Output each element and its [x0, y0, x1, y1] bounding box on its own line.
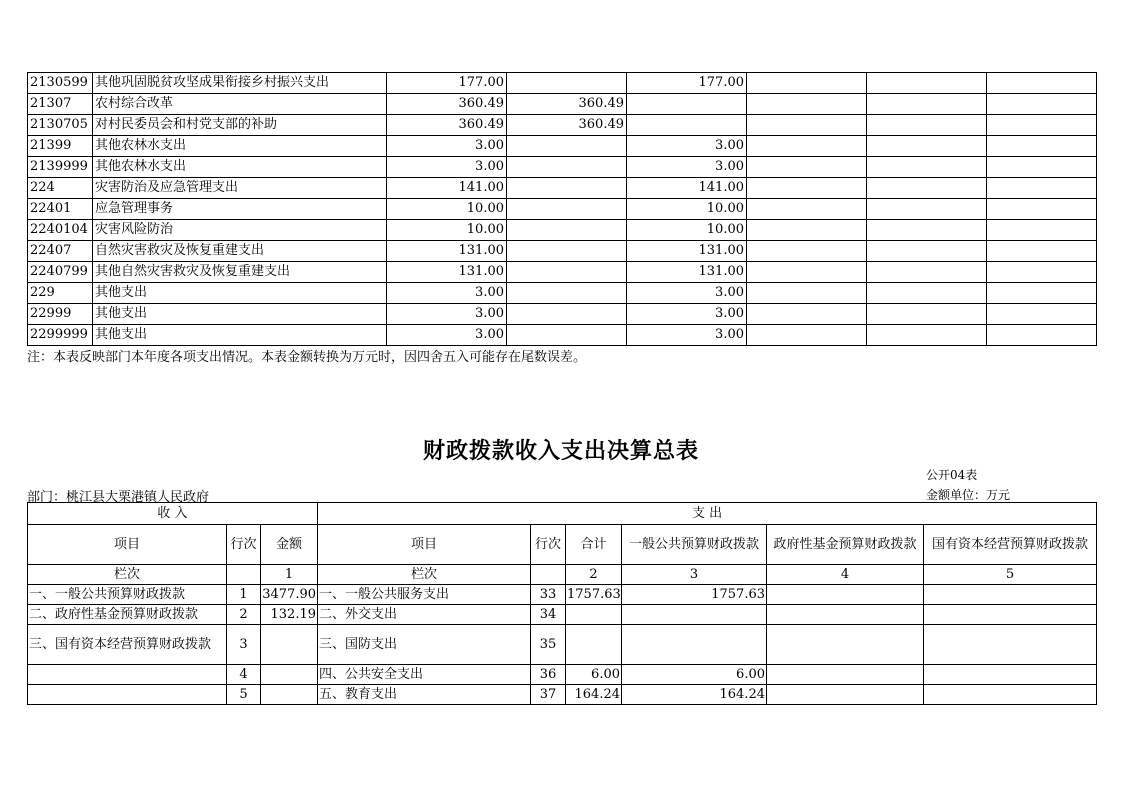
table-row [28, 262, 1097, 283]
income-row-no: 2 [227, 605, 261, 625]
total-amount: 10.00 [387, 220, 507, 241]
col-label-state: 5 [924, 565, 1097, 585]
blank-cell [747, 115, 867, 136]
blank-cell [867, 241, 987, 262]
subject-code: 2130599 [28, 73, 93, 94]
table-row [28, 605, 1097, 625]
table-row [28, 94, 1097, 115]
page-title: 财政拨款收入支出决算总表 [422, 438, 699, 464]
blank-cell [747, 73, 867, 94]
col-label-fund: 4 [767, 565, 924, 585]
income-section-header: 收 入 [28, 503, 318, 525]
expense-fund-budget [767, 585, 924, 605]
basic-expenditure [507, 199, 627, 220]
basic-expenditure [507, 157, 627, 178]
table-note: 注：本表反映部门本年度各项支出情况。本表金额转换为万元时，因四舍五入可能存在尾数误差。 [27, 350, 587, 365]
expense-general-budget [622, 605, 767, 625]
subject-name: 灾害防治及应急管理支出 [93, 178, 387, 199]
table-row [28, 115, 1097, 136]
table-row [28, 283, 1097, 304]
blank-cell [867, 136, 987, 157]
table-row [28, 73, 1097, 94]
income-item [28, 665, 227, 685]
project-expenditure: 10.00 [627, 220, 747, 241]
expense-general-budget: 164.24 [622, 685, 767, 705]
department-label: 部门：桃江县大栗港镇人民政府 [27, 490, 210, 505]
subject-code: 2139999 [28, 157, 93, 178]
blank-cell [867, 262, 987, 283]
income-item: 三、国有资本经营预算财政拨款 [28, 625, 227, 665]
income-item: 二、政府性基金预算财政拨款 [28, 605, 227, 625]
header-general-budget: 一般公共预算财政拨款 [622, 525, 767, 565]
table-row [28, 325, 1097, 346]
blank-cell [987, 136, 1097, 157]
expense-state-capital-budget [924, 625, 1097, 665]
blank-cell [867, 220, 987, 241]
subject-name: 其他自然灾害救灾及恢复重建支出 [93, 262, 387, 283]
subject-name: 对村民委员会和村党支部的补助 [93, 115, 387, 136]
expense-state-capital-budget [924, 585, 1097, 605]
expense-fund-budget [767, 605, 924, 625]
header-income-item: 项目 [28, 525, 227, 565]
basic-expenditure [507, 220, 627, 241]
income-item [28, 685, 227, 705]
basic-expenditure [507, 283, 627, 304]
blank-cell [867, 283, 987, 304]
expense-state-capital-budget [924, 605, 1097, 625]
table-row [28, 685, 1097, 705]
expense-total [566, 605, 622, 625]
blank-cell [867, 115, 987, 136]
subject-name: 其他巩固脱贫攻坚成果衔接乡村振兴支出 [93, 73, 387, 94]
income-row-no: 4 [227, 665, 261, 685]
project-expenditure: 141.00 [627, 178, 747, 199]
expense-total: 164.24 [566, 685, 622, 705]
expense-state-capital-budget [924, 665, 1097, 685]
subject-code: 229 [28, 283, 93, 304]
blank-cell [867, 304, 987, 325]
total-amount: 141.00 [387, 178, 507, 199]
blank-cell [747, 283, 867, 304]
blank-cell [867, 199, 987, 220]
expense-row-no: 35 [531, 625, 566, 665]
blank-cell [867, 73, 987, 94]
expense-row-no: 33 [531, 585, 566, 605]
expense-row-no: 34 [531, 605, 566, 625]
project-expenditure [627, 94, 747, 115]
form-number: 公开04表 [926, 468, 978, 482]
blank-cell [747, 178, 867, 199]
blank-cell [987, 325, 1097, 346]
header-income-amount: 金额 [261, 525, 318, 565]
blank-cell [747, 94, 867, 115]
expense-fund-budget [767, 665, 924, 685]
table-row [28, 625, 1097, 665]
expense-item: 四、公共安全支出 [318, 665, 531, 685]
project-expenditure: 3.00 [627, 136, 747, 157]
total-amount: 3.00 [387, 283, 507, 304]
blank-cell [987, 199, 1097, 220]
expense-item: 一、一般公共服务支出 [318, 585, 531, 605]
col-label-expense-item: 栏次 [318, 565, 531, 585]
expense-item: 二、外交支出 [318, 605, 531, 625]
project-expenditure: 177.00 [627, 73, 747, 94]
fiscal-appropriation-summary-table [27, 502, 1097, 705]
blank-cell [867, 157, 987, 178]
project-expenditure: 131.00 [627, 262, 747, 283]
expense-row-no: 37 [531, 685, 566, 705]
project-expenditure: 10.00 [627, 199, 747, 220]
total-amount: 131.00 [387, 241, 507, 262]
expenditure-detail-table [27, 72, 1097, 346]
col-label-total: 2 [566, 565, 622, 585]
blank-cell [987, 283, 1097, 304]
income-amount: 3477.90 [261, 585, 318, 605]
expense-general-budget: 1757.63 [622, 585, 767, 605]
basic-expenditure: 360.49 [507, 94, 627, 115]
expense-fund-budget [767, 685, 924, 705]
blank-cell [747, 262, 867, 283]
total-amount: 360.49 [387, 115, 507, 136]
blank-cell [987, 178, 1097, 199]
subject-name: 其他支出 [93, 304, 387, 325]
header-expense-row-no: 行次 [531, 525, 566, 565]
income-item: 一、一般公共预算财政拨款 [28, 585, 227, 605]
expense-state-capital-budget [924, 685, 1097, 705]
col-label-expense-row-no [531, 565, 566, 585]
table-row [28, 199, 1097, 220]
project-expenditure [627, 115, 747, 136]
basic-expenditure [507, 262, 627, 283]
blank-cell [987, 262, 1097, 283]
expense-total: 1757.63 [566, 585, 622, 605]
income-row-no: 3 [227, 625, 261, 665]
table-row [28, 241, 1097, 262]
subject-code: 224 [28, 178, 93, 199]
subject-name: 灾害风险防治 [93, 220, 387, 241]
project-expenditure: 3.00 [627, 283, 747, 304]
blank-cell [987, 115, 1097, 136]
col-label-general: 3 [622, 565, 767, 585]
income-amount [261, 685, 318, 705]
income-amount [261, 665, 318, 685]
total-amount: 10.00 [387, 199, 507, 220]
income-row-no: 1 [227, 585, 261, 605]
total-amount: 131.00 [387, 262, 507, 283]
table-row [28, 220, 1097, 241]
blank-cell [867, 178, 987, 199]
blank-cell [867, 325, 987, 346]
expense-section-header: 支 出 [318, 503, 1097, 525]
expense-item: 三、国防支出 [318, 625, 531, 665]
table-row [28, 136, 1097, 157]
expense-total: 6.00 [566, 665, 622, 685]
subject-name: 其他支出 [93, 283, 387, 304]
project-expenditure: 3.00 [627, 325, 747, 346]
subject-code: 2240799 [28, 262, 93, 283]
basic-expenditure [507, 178, 627, 199]
basic-expenditure [507, 304, 627, 325]
subject-name: 农村综合改革 [93, 94, 387, 115]
subject-name: 其他支出 [93, 325, 387, 346]
blank-cell [987, 73, 1097, 94]
blank-cell [987, 241, 1097, 262]
total-amount: 177.00 [387, 73, 507, 94]
subject-name: 自然灾害救灾及恢复重建支出 [93, 241, 387, 262]
basic-expenditure [507, 241, 627, 262]
project-expenditure: 131.00 [627, 241, 747, 262]
expense-item: 五、教育支出 [318, 685, 531, 705]
table-row [28, 178, 1097, 199]
expense-total [566, 625, 622, 665]
subject-code: 21307 [28, 94, 93, 115]
expense-general-budget [622, 625, 767, 665]
amount-unit-label: 金额单位：万元 [926, 488, 1011, 502]
table-row [28, 585, 1097, 605]
basic-expenditure: 360.49 [507, 115, 627, 136]
blank-cell [747, 220, 867, 241]
header-fund-budget: 政府性基金预算财政拨款 [767, 525, 924, 565]
project-expenditure: 3.00 [627, 157, 747, 178]
subject-name: 应急管理事务 [93, 199, 387, 220]
col-label-amount: 1 [261, 565, 318, 585]
subject-code: 2130705 [28, 115, 93, 136]
subject-code: 22407 [28, 241, 93, 262]
header-total: 合计 [566, 525, 622, 565]
table-row [28, 665, 1097, 685]
table-row [28, 157, 1097, 178]
blank-cell [987, 304, 1097, 325]
blank-cell [747, 325, 867, 346]
project-expenditure: 3.00 [627, 304, 747, 325]
subject-name: 其他农林水支出 [93, 136, 387, 157]
blank-cell [747, 241, 867, 262]
expense-fund-budget [767, 625, 924, 665]
subject-code: 22999 [28, 304, 93, 325]
income-row-no: 5 [227, 685, 261, 705]
basic-expenditure [507, 136, 627, 157]
blank-cell [747, 304, 867, 325]
expense-row-no: 36 [531, 665, 566, 685]
blank-cell [987, 220, 1097, 241]
subject-code: 21399 [28, 136, 93, 157]
col-label-income-row-no [227, 565, 261, 585]
header-income-row-no: 行次 [227, 525, 261, 565]
total-amount: 3.00 [387, 136, 507, 157]
subject-code: 2240104 [28, 220, 93, 241]
header-expense-item: 项目 [318, 525, 531, 565]
income-amount [261, 625, 318, 665]
blank-cell [867, 94, 987, 115]
income-amount: 132.19 [261, 605, 318, 625]
blank-cell [747, 157, 867, 178]
basic-expenditure [507, 73, 627, 94]
total-amount: 3.00 [387, 304, 507, 325]
total-amount: 3.00 [387, 157, 507, 178]
subject-name: 其他农林水支出 [93, 157, 387, 178]
blank-cell [747, 199, 867, 220]
blank-cell [987, 94, 1097, 115]
col-label-income-item: 栏次 [28, 565, 227, 585]
blank-cell [987, 157, 1097, 178]
subject-code: 22401 [28, 199, 93, 220]
total-amount: 360.49 [387, 94, 507, 115]
table-row [28, 304, 1097, 325]
subject-code: 2299999 [28, 325, 93, 346]
header-state-capital-budget: 国有资本经营预算财政拨款 [924, 525, 1097, 565]
blank-cell [747, 136, 867, 157]
total-amount: 3.00 [387, 325, 507, 346]
expense-general-budget: 6.00 [622, 665, 767, 685]
basic-expenditure [507, 325, 627, 346]
